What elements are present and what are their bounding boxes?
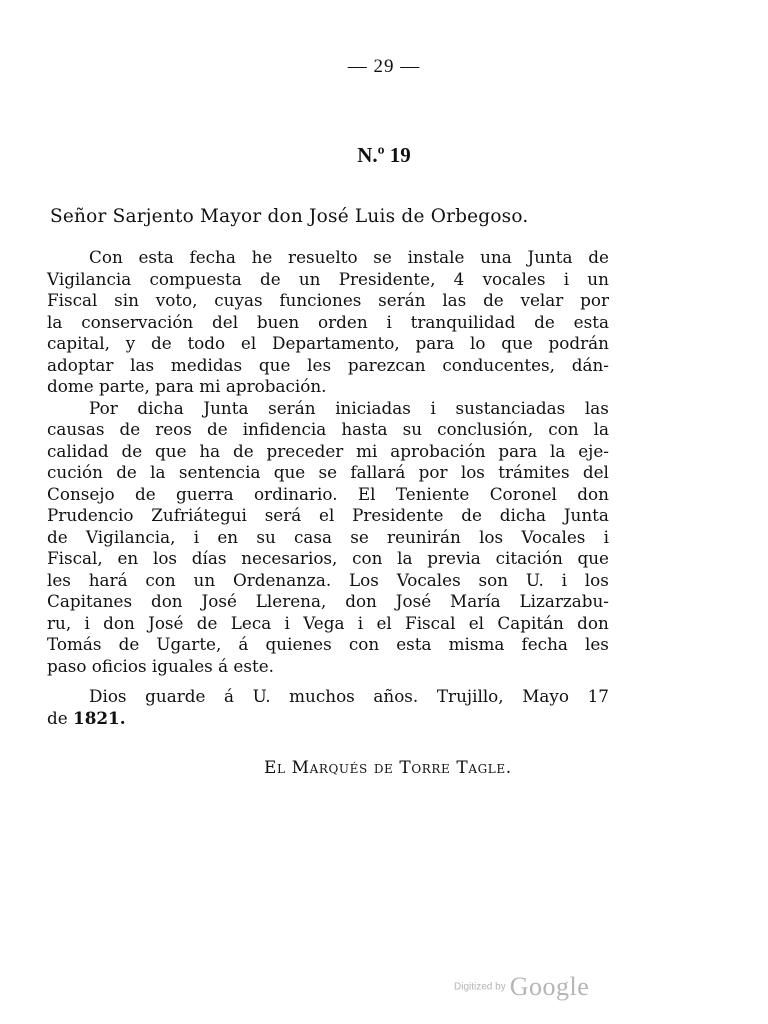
word: Junta <box>527 247 573 267</box>
word: Trujillo, <box>436 686 504 706</box>
word: muchos <box>289 686 355 706</box>
word: son <box>478 569 509 590</box>
word: su <box>256 526 276 547</box>
word: dán- <box>571 354 609 375</box>
word: infidencia <box>242 419 327 439</box>
word: hará <box>88 569 128 590</box>
word: parezcan <box>347 354 426 375</box>
watermark-prefix: Digitized by <box>454 981 506 993</box>
word: Zufriátegui <box>151 505 247 525</box>
word: i <box>193 526 200 547</box>
word: Vega <box>303 612 345 633</box>
page-number: — 29 — <box>347 56 421 77</box>
word: de <box>150 333 172 353</box>
google-logo: Google <box>509 972 590 1001</box>
paragraph-line <box>47 591 609 613</box>
paragraph-line: dome parte, para mi aprobación. <box>47 376 327 396</box>
word: con <box>352 548 383 568</box>
word: capital, <box>47 333 110 353</box>
word: de <box>116 462 137 482</box>
closing <box>47 686 609 729</box>
paragraph-line <box>47 484 609 506</box>
word: causas <box>47 419 105 439</box>
word: eje- <box>578 440 609 461</box>
document-number: N.º 19 <box>357 143 411 167</box>
word: vocales <box>482 268 546 289</box>
word: días <box>191 548 227 568</box>
word: i <box>563 268 570 289</box>
word: aprobación <box>390 440 486 461</box>
word: años. <box>373 686 419 706</box>
word: don <box>345 591 377 611</box>
word: de <box>196 612 218 633</box>
word: Departamento, <box>271 333 400 353</box>
paragraph-line <box>47 419 609 441</box>
word: el <box>468 612 485 633</box>
word: se <box>318 462 338 482</box>
word: á <box>224 686 235 706</box>
word: de <box>588 247 609 267</box>
word: para <box>498 440 538 461</box>
signature <box>264 758 512 778</box>
word: sentencia <box>178 462 261 482</box>
word: Con <box>89 247 123 267</box>
word: Prudencio <box>47 505 134 525</box>
word: que <box>577 548 609 568</box>
paragraph-line <box>47 462 609 484</box>
word: su <box>402 419 423 439</box>
word: i <box>386 311 392 332</box>
word: Tomás <box>47 634 102 654</box>
word: de <box>534 311 555 332</box>
word: calidad <box>47 440 109 461</box>
closing-word: de <box>47 707 68 728</box>
paragraph-line <box>47 505 609 527</box>
word: les <box>47 569 71 590</box>
word: Llerena, <box>255 591 327 611</box>
word: esta <box>573 311 609 332</box>
word: preceder <box>266 440 344 461</box>
word: trámites <box>498 462 570 482</box>
word: Fiscal <box>405 612 456 633</box>
word: que <box>258 354 291 375</box>
word: de <box>483 290 504 310</box>
word: dicha <box>499 505 547 525</box>
word: de <box>233 440 254 461</box>
word: casa <box>294 526 333 547</box>
word: les <box>584 634 609 654</box>
signature-text: El Marqués de Torre Tagle. <box>264 758 512 778</box>
word: María <box>450 591 501 611</box>
word: un <box>587 268 609 289</box>
word: las <box>442 290 467 310</box>
word: conservación <box>81 311 194 332</box>
salutation: Señor Sarjento Mayor don José Luis de Orbegoso. <box>50 206 529 227</box>
paragraph-line <box>47 398 609 420</box>
word: citación <box>495 548 563 568</box>
word: el <box>319 505 335 525</box>
word: tranquilidad <box>410 311 516 332</box>
word: de <box>206 419 228 439</box>
word: Junta <box>203 397 249 418</box>
paragraph-line <box>47 570 609 592</box>
paragraph-line <box>47 355 609 377</box>
word: he <box>251 247 273 267</box>
word: la <box>397 548 413 568</box>
word: Capitán <box>497 612 564 633</box>
word: i <box>84 612 90 633</box>
word: U. <box>525 569 544 590</box>
word: adoptar <box>47 354 114 375</box>
word: Vigilancia, <box>85 526 176 547</box>
word: sustanciadas <box>455 397 566 418</box>
word: se <box>373 247 392 267</box>
digitized-by-watermark <box>454 972 589 1002</box>
word: los <box>584 569 609 590</box>
word: i <box>357 612 364 633</box>
paragraph-line <box>47 634 609 656</box>
word: Teniente <box>395 483 470 504</box>
word: por <box>418 462 448 482</box>
word: serán <box>268 397 316 418</box>
word: necesarios, <box>241 548 338 568</box>
word: instale <box>407 247 465 267</box>
word: compuesta <box>149 268 242 289</box>
paragraph-line <box>47 290 609 312</box>
paragraph-line <box>47 548 609 570</box>
word: ordinario. <box>253 483 338 504</box>
word: que <box>273 462 306 482</box>
word: i <box>284 612 290 633</box>
word: reos <box>155 419 192 439</box>
closing-line <box>47 686 609 708</box>
word: los <box>152 548 178 568</box>
word: Lizarzabu- <box>519 591 609 611</box>
word: medidas <box>170 354 243 375</box>
word: ha <box>199 440 221 461</box>
word: Dios <box>89 686 127 706</box>
word: Los <box>349 569 379 590</box>
word: Ordenanza. <box>232 569 332 590</box>
word: que <box>501 333 533 353</box>
word: don <box>577 612 609 633</box>
word: conducentes, <box>442 354 555 375</box>
word: resuelto <box>288 247 358 267</box>
word: fecha <box>189 247 236 267</box>
word: un <box>298 268 321 289</box>
word: se <box>350 526 369 547</box>
word: cución <box>47 462 103 482</box>
word: serán <box>378 290 426 310</box>
word: de <box>259 268 281 289</box>
word: velar <box>520 290 564 310</box>
word: un <box>193 569 216 590</box>
paragraph-line <box>47 312 609 334</box>
word: Leca <box>230 612 272 633</box>
word: misma <box>448 634 505 654</box>
word: Capitanes <box>47 591 133 611</box>
word: José <box>395 591 432 611</box>
word: Consejo <box>47 483 115 504</box>
paragraph-1 <box>47 247 609 398</box>
word: el <box>240 333 257 353</box>
word: Presidente <box>352 505 444 525</box>
word: Fiscal, <box>47 548 103 568</box>
paragraph-line <box>47 527 609 549</box>
word: Mayo <box>522 686 569 706</box>
word: con <box>348 634 380 654</box>
word: fecha <box>521 634 568 654</box>
word: Coronel <box>489 483 557 504</box>
word: previa <box>427 548 481 568</box>
word: hasta <box>341 419 388 439</box>
word: don <box>150 591 183 611</box>
word: dicha <box>137 397 184 418</box>
word: U. <box>252 686 271 706</box>
word: 17 <box>587 686 609 706</box>
word: ru, <box>47 612 72 633</box>
word: en <box>117 548 139 568</box>
word: todo <box>187 333 226 353</box>
word: las <box>130 354 155 375</box>
word: la <box>593 419 609 439</box>
word: orden <box>318 311 368 332</box>
closing-line-date <box>47 708 609 730</box>
word: la <box>550 440 566 461</box>
word: esta <box>138 247 174 267</box>
word: Ugarte, <box>156 634 222 654</box>
word: la <box>150 462 166 482</box>
word: voto, <box>155 290 198 310</box>
word: de <box>118 634 140 654</box>
word: José <box>148 612 184 633</box>
word: á <box>238 634 249 654</box>
word: con <box>145 569 176 590</box>
word: de <box>47 526 68 547</box>
word: Presidente, <box>338 268 436 289</box>
word: 4 <box>453 268 465 289</box>
word: cuyas <box>214 290 263 310</box>
word: del <box>582 462 609 482</box>
word: los <box>479 526 504 547</box>
word: buen <box>256 311 300 332</box>
word: la <box>47 311 63 332</box>
paragraph-line <box>47 269 609 291</box>
word: Vocales <box>521 526 586 547</box>
word: una <box>480 247 512 267</box>
word: José <box>201 591 237 611</box>
closing-year: 1821. <box>73 707 126 728</box>
word: para <box>415 333 455 353</box>
word: los <box>460 462 485 482</box>
word: que <box>155 440 187 461</box>
word: conclusión, <box>437 419 534 439</box>
word: el <box>376 612 392 633</box>
word: don <box>103 612 135 633</box>
paragraph-line: paso oficios iguales á este. <box>47 655 274 676</box>
word: iniciadas <box>335 397 411 418</box>
word: del <box>212 311 239 332</box>
word: fallará <box>350 462 406 482</box>
word: quienes <box>265 634 332 654</box>
word: Junta <box>563 505 609 525</box>
paragraph-line <box>47 613 609 635</box>
paragraph-line <box>47 247 609 269</box>
word: guerra <box>176 483 234 504</box>
word: reunirán <box>387 526 461 547</box>
word: Por <box>89 397 118 418</box>
word: i <box>561 569 567 590</box>
word: en <box>217 526 239 547</box>
word: El <box>357 483 376 504</box>
paragraph-line <box>47 441 609 463</box>
word: será <box>264 505 302 525</box>
word: les <box>307 354 332 375</box>
word: Fiscal <box>47 290 98 310</box>
word: mi <box>356 440 378 461</box>
word: Vocales <box>396 569 461 590</box>
paragraph-2 <box>47 398 609 678</box>
word: podrán <box>548 333 609 353</box>
word: con <box>548 419 579 439</box>
word: don <box>577 483 609 504</box>
letter-body <box>47 247 609 729</box>
paragraph-line <box>47 333 609 355</box>
word: i <box>603 526 609 547</box>
word: guarde <box>145 686 206 706</box>
word: las <box>584 397 609 418</box>
word: i <box>430 397 436 418</box>
word: Vigilancia <box>47 268 132 289</box>
word: de <box>121 440 143 461</box>
word: y <box>125 333 136 353</box>
word: de <box>461 505 482 525</box>
word: lo <box>470 333 486 353</box>
word: de <box>134 483 156 504</box>
word: funciones <box>279 290 362 310</box>
word: esta <box>396 634 432 654</box>
word: de <box>119 419 141 439</box>
word: por <box>580 290 609 310</box>
word: sin <box>114 290 139 310</box>
